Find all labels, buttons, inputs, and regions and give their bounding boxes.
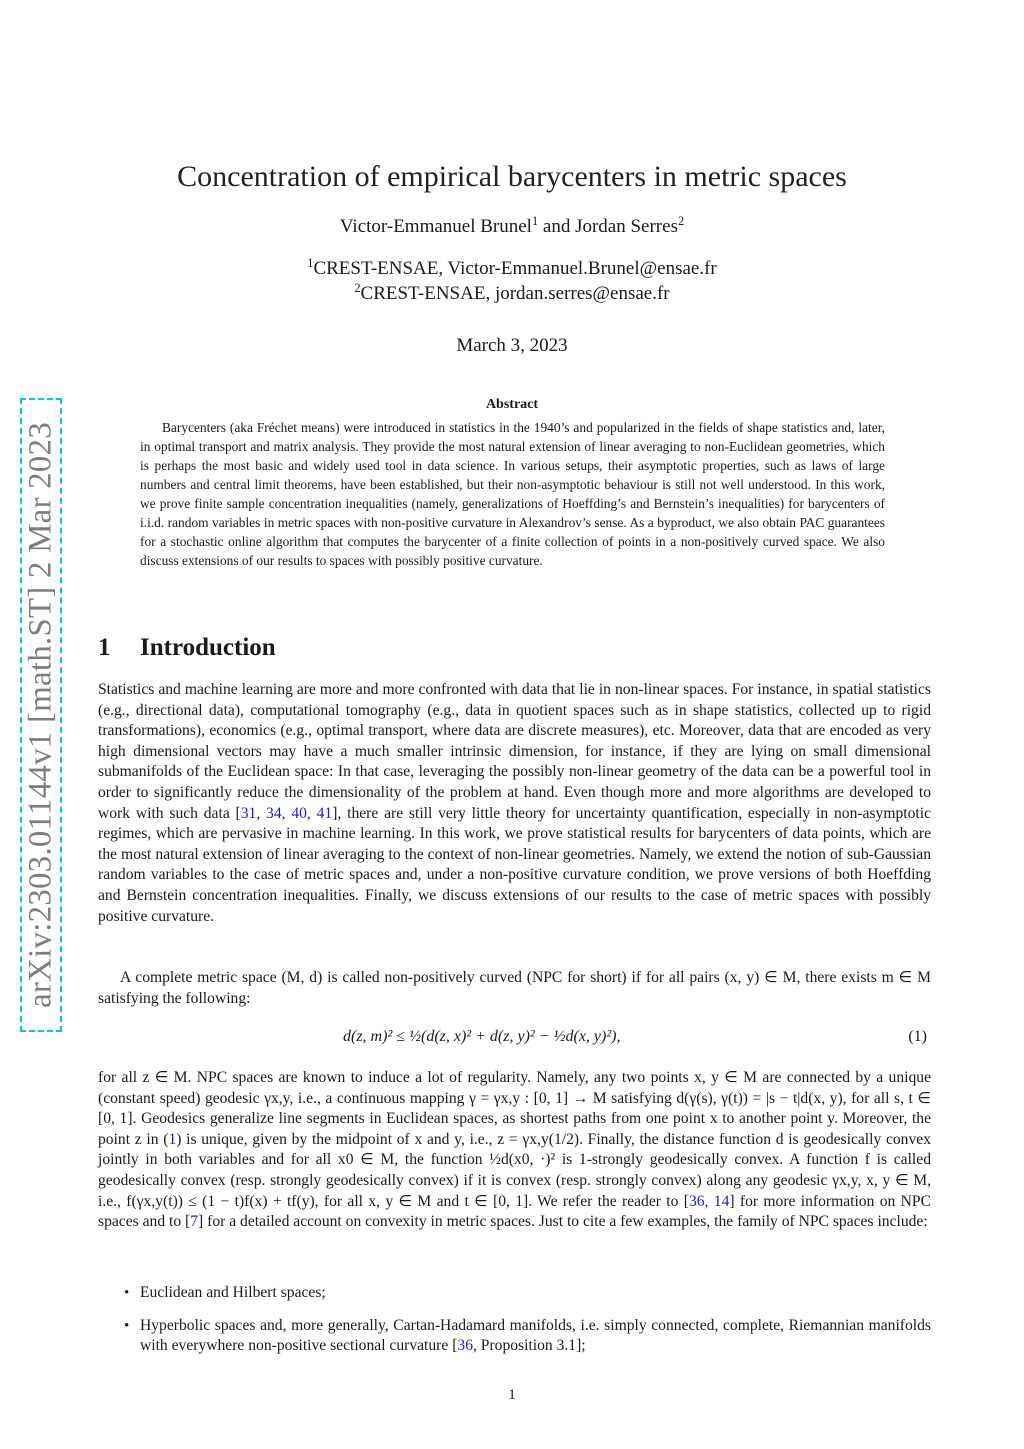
author-line (0, 216, 1024, 238)
paragraph-text: ] for a detailed account on convexity in metric spaces. Just to cite a few examples, the family of NPC spaces include: (198, 1213, 928, 1231)
npc-definition-paragraph: A complete metric space (M, d) is called non-positively curved (NPC for short) if for all pairs (x, y) ∈ M, there exists m ∈ M satisfying the following: (98, 969, 931, 1007)
paragraph-text: Statistics and machine learning are more and more confronted with data that lie in non-linear spaces. For instance, in spatial statistics (e.g., directional data), computational tomography (e.g., data in quotient spaces such as in shape statistics, collected up to rigid transformations), economics (e.g., optimal transport, where data are discrete measures), etc. Moreover, data that are encoded as very high dimensional vectors may have a much smaller intrinsic dimension, for instance, if they are lying on small dimensional submanifolds of the Euclidean space: In that case, leveraging the possibly non-linear geometry of the data can be a powerful tool in order to significantly reduce the dimensionality of the problem at hand. Even though more and more algorithms are developed to work with such data [ (98, 681, 931, 822)
author-name: Jordan Serres (575, 216, 678, 237)
section-number: 1 (98, 634, 111, 661)
list-item (98, 1283, 931, 1304)
citation-link[interactable]: 7 (190, 1213, 199, 1231)
bullet-icon: • (124, 1317, 130, 1334)
paper-title: Concentration of empirical barycenters in metric spaces (177, 160, 847, 193)
affiliation-text: CREST-ENSAE, jordan.serres@ensae.fr (360, 283, 670, 304)
paragraph-text: ], there are still very little theory for uncertainty quantification, especially in non-asymptotic regimes, which are pervasive in machine learning. In this work, we prove statistical results for barycenters of data points, which are the most natural extension of linear averaging to the context of non-linear geometries. Namely, we extend the notion of sub-Gaussian random variables to the case of metric spaces and, under a non-positive curvature condition, we prove versions of both Hoeffding and Bernstein concentration inequalities. Finally, we discuss extensions of our results to the case of metric spaces with possibly positive curvature. (98, 804, 931, 925)
list-item-text: , Proposition 3.1]; (472, 1337, 586, 1355)
equation-1 (98, 1018, 931, 1062)
paragraph-text: for all z ∈ M. NPC spaces are known to induce a lot of regularity. Namely, any two points x, y ∈ M are connected by a unique (constant speed) geodesic γx,y, i.e., a continuous mapping γ = γx,y : [0, 1] → M satisfying d(γ(s), γ(t)) = |s − t|d(x, y), for all s, t ∈ [0, 1]. Geodesics generalize line segments in Euclidean spaces, as shortest paths from one point x to another point y. Moreover, the point z in ( (98, 1069, 931, 1148)
section-heading (98, 634, 276, 662)
author-affiliation-mark: 2 (677, 214, 685, 229)
equation-body: d(z, m)² ≤ ½(d(z, x)² + d(z, y)² − ½d(x, y)²), (343, 1028, 621, 1045)
page-number: 1 (508, 1387, 516, 1403)
npc-examples-list (98, 1283, 931, 1369)
section-title: Introduction (140, 634, 276, 661)
affiliation (0, 283, 1024, 305)
author-name: Victor-Emmanuel Brunel (339, 216, 532, 237)
bullet-icon: • (124, 1285, 130, 1301)
equation-reference-link[interactable]: 1 (168, 1130, 177, 1148)
author-affiliation-mark: 1 (531, 214, 539, 229)
affiliation (0, 258, 1024, 280)
paragraph-text: ) is unique, given by the midpoint of x and y, i.e., z = γx,y(1/2). Finally, the distance function d is geodesically convex jointly in both variables and for all x0 ∈ M, the function ½d(x0, ·)² is 1-strongly geodesically convex. A function f is called geodesically convex (resp. strongly geodesically convex) if it is convex (resp. strongly convex) along any geodesic γx,y, x, y ∈ M, i.e., f(γx,y(t)) ≤ (1 − t)f(x) + tf(y), for all x, y ∈ M and t ∈ [0, 1]. We refer the reader to [ (98, 1130, 931, 1210)
geodesic-paragraph (98, 1068, 931, 1233)
list-item (98, 1316, 931, 1357)
affiliation-mark: 2 (354, 281, 361, 296)
author-joiner: and (542, 216, 571, 237)
paragraph-text: ] for more information on NPC spaces and to [ (98, 1192, 931, 1231)
affiliation-text: CREST-ENSAE, Victor-Emmanuel.Brunel@ensae.fr (313, 258, 717, 279)
arxiv-identifier[interactable]: arXiv:2303.01144v1 [math.ST] 2 Mar 2023 (22, 422, 59, 1008)
abstract-text: Barycenters (aka Fréchet means) were introduced in statistics in the 1940’s and popularized in the fields of shape statistics and, later, in optimal transport and matrix analysis. They provide the most natural extension of linear averaging to non-Euclidean geometries, which is perhaps the most basic and widely used tool in data science. In various setups, their asymptotic properties, such as laws of large numbers and central limit theorems, have been established, but their non-asymptotic behaviour is still not well understood. In this work, we prove finite sample concentration inequalities (namely, generalizations of Hoeffding’s and Bernstein’s inequalities) for barycenters of i.i.d. random variables in metric spaces with non-positive curvature in Alexandrov’s sense. As a byproduct, we also obtain PAC guarantees for a stochastic online algorithm that computes the barycenter of a finite collection of points in a non-positively curved space. We also discuss extensions of our results to spaces with possibly positive curvature. (140, 420, 885, 568)
citation-link[interactable]: 31, 34, 40, 41 (240, 804, 333, 822)
intro-paragraph (98, 680, 931, 927)
citation-link[interactable]: 36, 14 (688, 1192, 730, 1210)
citation-link[interactable]: 36 (457, 1337, 473, 1355)
abstract-heading: Abstract (485, 397, 539, 412)
affiliation-mark: 1 (307, 256, 314, 271)
list-item-text: Hyperbolic spaces and, more generally, Cartan-Hadamard manifolds, i.e. simply connected, complete, Riemannian manifolds with everywhere non-positive sectional curvature [ (140, 1316, 931, 1355)
equation-number: (1) (908, 1028, 927, 1045)
publication-date: March 3, 2023 (456, 335, 568, 356)
list-item-text: Euclidean and Hilbert spaces; (140, 1284, 326, 1301)
